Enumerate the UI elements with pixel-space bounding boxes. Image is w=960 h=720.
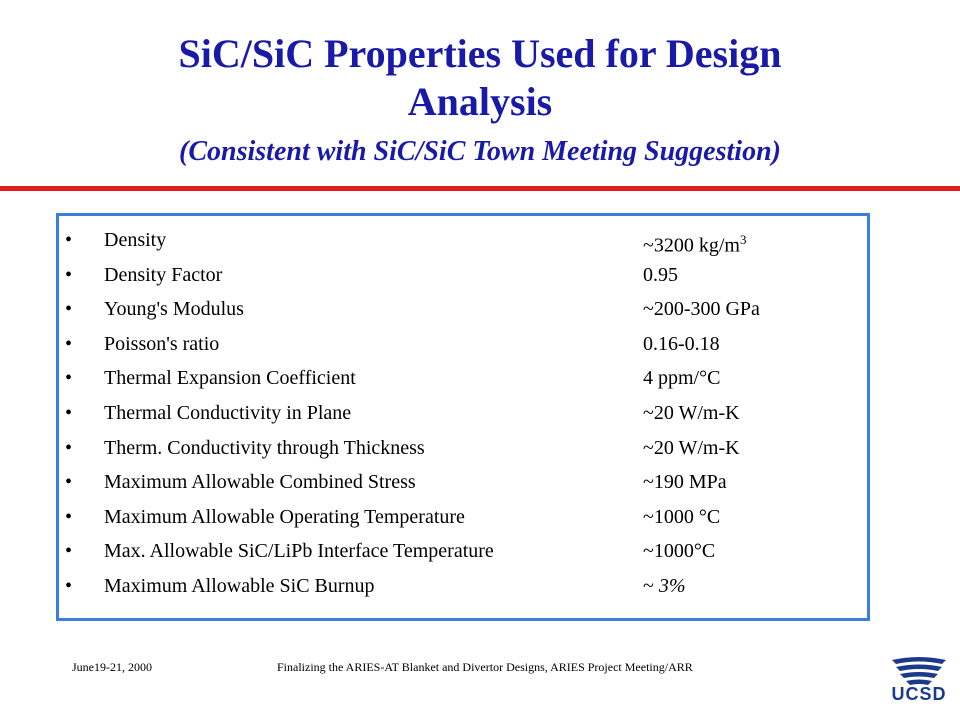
property-value-superscript: 3 bbox=[739, 232, 747, 247]
property-name: Poisson's ratio bbox=[104, 332, 220, 355]
ucsd-logo bbox=[886, 654, 952, 708]
property-value bbox=[643, 539, 715, 563]
property-row bbox=[59, 228, 867, 263]
property-value bbox=[643, 263, 678, 287]
property-row bbox=[59, 505, 867, 540]
property-row bbox=[59, 366, 867, 401]
bullet-icon: • bbox=[65, 540, 73, 563]
title-line-2: Analysis bbox=[407, 79, 553, 124]
bullet-icon: • bbox=[65, 263, 73, 286]
bullet-icon: • bbox=[65, 298, 73, 321]
property-value bbox=[643, 574, 686, 598]
property-value bbox=[643, 297, 760, 321]
bullet-icon: • bbox=[65, 401, 73, 424]
property-value bbox=[643, 366, 720, 390]
property-value-text: ~20 W/m-K bbox=[643, 436, 740, 459]
property-value-text: 4 ppm/°C bbox=[643, 367, 721, 390]
property-row bbox=[59, 436, 867, 471]
footer-date: June19-21, 2000 bbox=[72, 660, 152, 674]
footer-meeting: Finalizing the ARIES-AT Blanket and Divertor Designs, ARIES Project Meeting/ARR bbox=[277, 660, 693, 674]
bullet-icon: • bbox=[65, 229, 73, 251]
property-name: Maximum Allowable Combined Stress bbox=[104, 471, 416, 494]
property-name: Maximum Allowable Operating Temperature bbox=[104, 505, 465, 528]
property-row bbox=[59, 297, 867, 332]
title-subtitle: (Consistent with SiC/SiC Town Meeting Suggestion) bbox=[179, 136, 781, 167]
properties-box bbox=[56, 213, 870, 621]
property-value-text: ~ bbox=[643, 574, 659, 597]
property-value-text: ~3200 kg/m bbox=[643, 234, 740, 257]
property-value bbox=[643, 470, 727, 494]
property-row bbox=[59, 574, 867, 609]
bullet-icon: • bbox=[65, 471, 73, 494]
property-value-text: ~1000°C bbox=[643, 540, 716, 563]
property-value bbox=[643, 505, 720, 529]
property-value bbox=[643, 332, 720, 356]
property-name: Thermal Conductivity in Plane bbox=[104, 401, 352, 424]
property-name: Young's Modulus bbox=[104, 298, 244, 321]
ucsd-logo-text: UCSD bbox=[891, 684, 947, 704]
title-divider bbox=[0, 186, 960, 191]
property-value bbox=[643, 228, 746, 258]
property-value-text: ~200-300 GPa bbox=[643, 298, 760, 321]
property-row bbox=[59, 401, 867, 436]
property-value-text: ~190 MPa bbox=[643, 471, 727, 494]
properties-list bbox=[59, 228, 867, 609]
property-value-text: 0.16-0.18 bbox=[643, 332, 720, 355]
bullet-icon: • bbox=[65, 332, 73, 355]
bullet-icon: • bbox=[65, 436, 73, 459]
property-name: Maximum Allowable SiC Burnup bbox=[104, 574, 375, 597]
property-value-text: 0.95 bbox=[643, 263, 678, 286]
bullet-icon: • bbox=[65, 505, 73, 528]
title-line-1: SiC/SiC Properties Used for Design bbox=[178, 31, 782, 76]
property-name: Density bbox=[104, 229, 167, 251]
property-value bbox=[643, 436, 740, 460]
bullet-icon: • bbox=[65, 574, 73, 597]
property-name: Max. Allowable SiC/LiPb Interface Temperature bbox=[104, 540, 494, 563]
property-value-italic: 3% bbox=[658, 574, 686, 597]
property-value bbox=[643, 401, 740, 425]
property-value-text: ~20 W/m-K bbox=[643, 401, 740, 424]
property-row bbox=[59, 470, 867, 505]
property-name: Therm. Conductivity through Thickness bbox=[104, 436, 425, 459]
property-row bbox=[59, 332, 867, 367]
slide-title bbox=[0, 30, 960, 172]
property-name: Density Factor bbox=[104, 263, 223, 286]
property-row bbox=[59, 263, 867, 298]
property-value-text: ~1000 °C bbox=[643, 505, 721, 528]
bullet-icon: • bbox=[65, 367, 73, 390]
property-name: Thermal Expansion Coefficient bbox=[104, 367, 356, 390]
property-row bbox=[59, 539, 867, 574]
ucsd-logo-mark-icon bbox=[886, 654, 952, 688]
